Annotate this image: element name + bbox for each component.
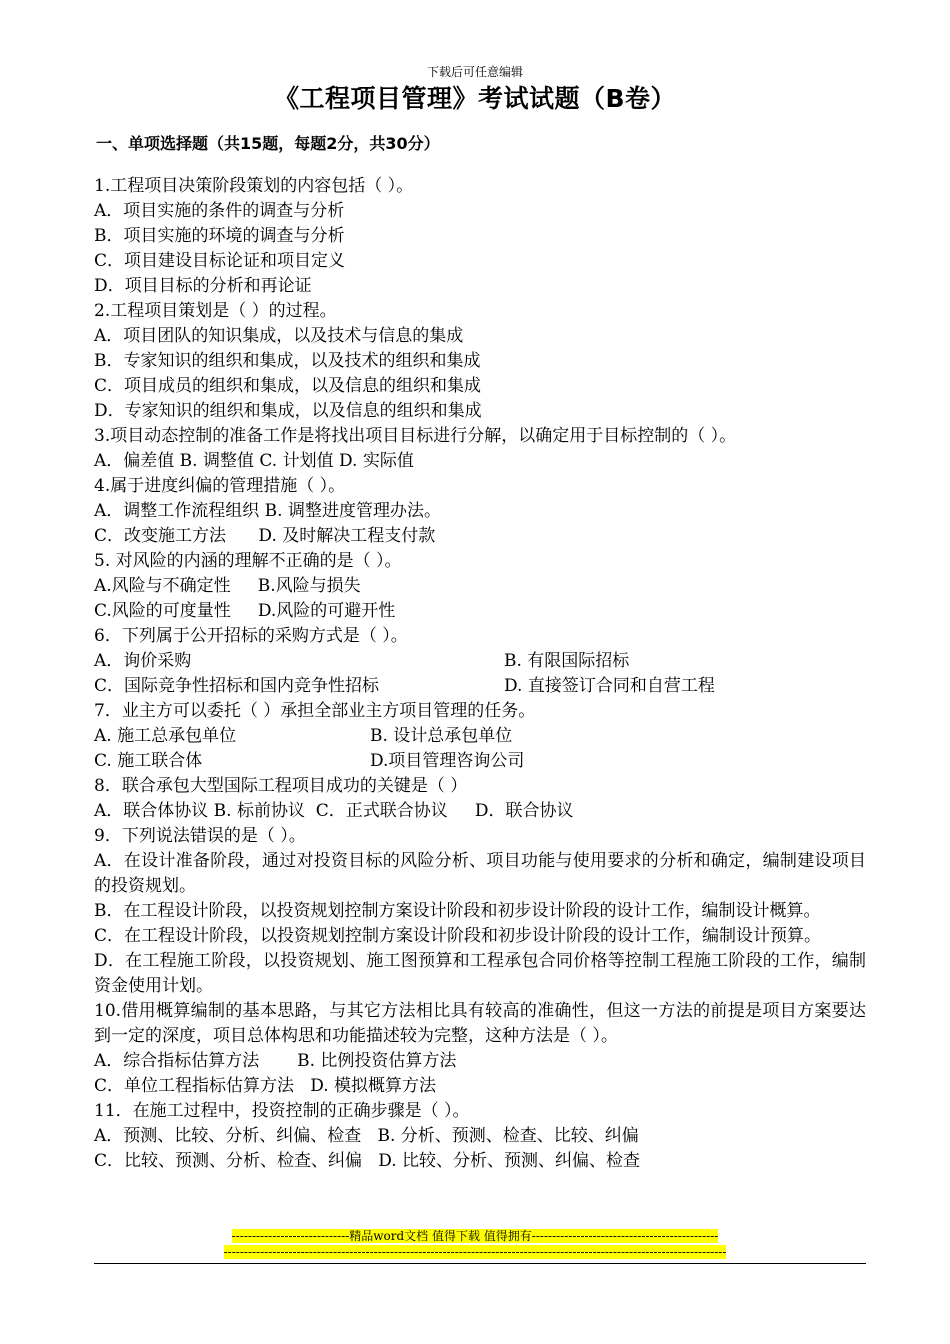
question-9-option-a: A．在设计准备阶段，通过对投资目标的风险分析、项目功能与使用要求的分析和确定，编制建设项目的投资规划。 xyxy=(94,851,866,896)
question-10: 10.借用概算编制的基本思路，与其它方法相比具有较高的准确性，但这一方法的前提是项目方案要达到一定的深度，项目总体构思和功能描述较为完整，这种方法是（ ）。 xyxy=(94,1001,866,1046)
question-2-option-c: C．项目成员的组织和集成，以及信息的组织和集成 xyxy=(94,376,482,396)
footer-line-2: ---------------------------------------------------------------------------------------------------------------------------- xyxy=(223,1245,727,1259)
question-6-option-d: D. 直接签订合同和自营工程 xyxy=(504,676,715,696)
footer-line-1: -----------------------------精品word文档 值得下载 值得拥有---------------------------------------------- xyxy=(231,1229,719,1243)
question-7-row-2 xyxy=(94,749,866,774)
question-5-options-cd: C.风险的可度量性 D.风险的可避开性 xyxy=(94,601,396,621)
question-6-option-b: B. 有限国际招标 xyxy=(504,651,630,671)
question-7-row-1 xyxy=(94,724,866,749)
question-1-option-a: A．项目实施的条件的调查与分析 xyxy=(94,201,345,221)
footer-rule xyxy=(94,1263,866,1264)
question-2-option-b: B．专家知识的组织和集成，以及技术的组织和集成 xyxy=(94,351,481,371)
question-7-option-d: D.项目管理咨询公司 xyxy=(370,751,525,771)
question-6: 6．下列属于公开招标的采购方式是（ ）。 xyxy=(94,626,408,646)
question-7-option-a: A. 施工总承包单位 xyxy=(94,726,237,746)
download-note: 下载后可任意编辑 xyxy=(426,65,523,79)
question-1-option-b: B．项目实施的环境的调查与分析 xyxy=(94,226,345,246)
question-3-options: A．偏差值 B. 调整值 C. 计划值 D. 实际值 xyxy=(94,451,414,471)
footer-banner xyxy=(0,1228,950,1260)
question-6-option-c: C．国际竞争性招标和国内竞争性招标 xyxy=(94,676,380,696)
question-9-option-d: D．在工程施工阶段，以投资规划、施工图预算和工程承包合同价格等控制工程施工阶段的工作，编制资金使用计划。 xyxy=(94,951,866,996)
question-2-option-a: A．项目团队的知识集成，以及技术与信息的集成 xyxy=(94,326,464,346)
question-1: 1.工程项目决策阶段策划的内容包括（ ）。 xyxy=(94,176,414,196)
question-list xyxy=(94,174,866,1174)
question-5: 5. 对风险的内涵的理解不正确的是（ ）。 xyxy=(94,551,402,571)
question-11: 11．在施工过程中，投资控制的正确步骤是（ ）。 xyxy=(94,1101,470,1121)
question-4: 4.属于进度纠偏的管理措施（ ）。 xyxy=(94,476,346,496)
question-10-options-cd: C．单位工程指标估算方法 D. 模拟概算方法 xyxy=(94,1076,437,1096)
question-4-options-cd: C．改变施工方法 D. 及时解决工程支付款 xyxy=(94,526,436,546)
question-7: 7．业主方可以委托（ ）承担全部业主方项目管理的任务。 xyxy=(94,701,536,721)
question-7-option-b: B. 设计总承包单位 xyxy=(370,726,513,746)
question-9-option-b: B．在工程设计阶段，以投资规划控制方案设计阶段和初步设计阶段的设计工作，编制设计概算。 xyxy=(94,901,821,921)
question-2-option-d: D．专家知识的组织和集成，以及信息的组织和集成 xyxy=(94,401,482,421)
question-1-option-c: C．项目建设目标论证和项目定义 xyxy=(94,251,346,271)
question-2: 2.工程项目策划是（ ）的过程。 xyxy=(94,301,337,321)
question-11-options-ab: A．预测、比较、分析、纠偏、检查 B. 分析、预测、检查、比较、纠偏 xyxy=(94,1126,639,1146)
question-5-options-ab: A.风险与不确定性 B.风险与损失 xyxy=(94,576,361,596)
question-9-option-c: C．在工程设计阶段，以投资规划控制方案设计阶段和初步设计阶段的设计工作，编制设计预算。 xyxy=(94,926,822,946)
question-7-option-c: C. 施工联合体 xyxy=(94,751,203,771)
question-3: 3.项目动态控制的准备工作是将找出项目目标进行分解，以确定用于目标控制的（ ）。 xyxy=(94,426,737,446)
question-11-options-cd: C．比较、预测、分析、检查、纠偏 D. 比较、分析、预测、纠偏、检查 xyxy=(94,1151,641,1171)
question-4-options-ab: A．调整工作流程组织 B. 调整进度管理办法。 xyxy=(94,501,441,521)
question-8: 8．联合承包大型国际工程项目成功的关键是（ ） xyxy=(94,776,468,796)
section-heading: 一、单项选择题（共15题，每题2分，共30分） xyxy=(96,134,440,153)
question-9: 9．下列说法错误的是（ ）。 xyxy=(94,826,306,846)
question-6-option-a: A．询价采购 xyxy=(94,651,192,671)
question-6-row-2 xyxy=(94,674,866,699)
page-title: 《工程项目管理》考试试题（B卷） xyxy=(273,84,677,113)
question-1-option-d: D．项目目标的分析和再论证 xyxy=(94,276,312,296)
question-6-row-1 xyxy=(94,649,866,674)
question-8-options: A．联合体协议 B. 标前协议 C．正式联合协议 D．联合协议 xyxy=(94,801,574,821)
question-10-options-ab: A．综合指标估算方法 B. 比例投资估算方法 xyxy=(94,1051,457,1071)
